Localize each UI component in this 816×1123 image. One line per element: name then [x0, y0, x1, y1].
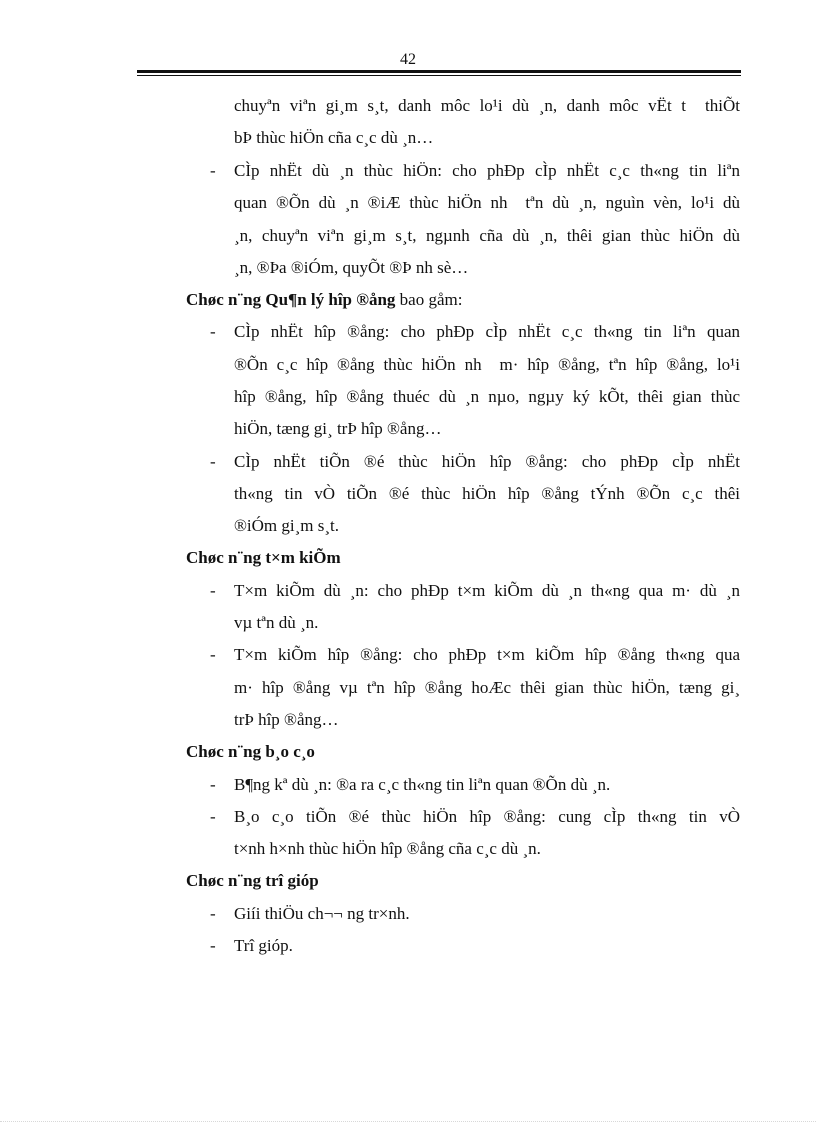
- section-heading-reports: Chøc n¨ng b¸o c¸o: [186, 742, 315, 761]
- body-line: ¸n, ®Þa ®iÓm, quyÕt ®Þ nh sè…: [234, 258, 469, 277]
- body-line: Giíi thiÖu ch¬¬ ng tr×nh.: [234, 904, 410, 923]
- body-line: Trî gióp.: [234, 936, 293, 955]
- section-heading-search: Chøc n¨ng t×m kiÕm: [186, 548, 341, 567]
- heading-bold-part: Chøc n¨ng Qu¶n lý hîp ®ång: [186, 290, 396, 309]
- body-line: t×nh h×nh thùc hiÖn hîp ®ång cña c¸c dù ¸n.: [234, 839, 541, 858]
- body-line: CÌp nhËt hîp ®ång: cho phÐp cÌp nhËt c¸c th«ng tin liªn quan: [234, 322, 740, 341]
- body-line: CÌp nhËt tiÕn ®é thùc hiÖn hîp ®ång: cho phÐp cÌp nhËt: [234, 452, 740, 471]
- bullet-dash: -: [210, 452, 216, 471]
- body-line: T×m kiÕm dù ¸n: cho phÐp t×m kiÕm dù ¸n th«ng qua m· dù ¸n: [234, 581, 740, 600]
- body-line: T×m kiÕm hîp ®ång: cho phÐp t×m kiÕm hîp ®ång th«ng qua: [234, 645, 740, 664]
- bullet-dash: -: [210, 936, 216, 955]
- body-line: vµ tªn dù ¸n.: [234, 613, 319, 632]
- header-rule-thin: [137, 75, 741, 76]
- body-line: B¸o c¸o tiÕn ®é thùc hiÖn hîp ®ång: cung cÌp th«ng tin vÒ: [234, 807, 740, 826]
- page-number: 42: [400, 51, 416, 68]
- body-line: ¸n, chuyªn viªn gi¸m s¸t, ngµnh cña dù ¸n, thêi gian thùc hiÖn dù: [234, 226, 740, 245]
- body-line: hiÖn, tæng gi¸ trÞ hîp ®ång…: [234, 419, 442, 438]
- bullet-dash: -: [210, 807, 216, 826]
- body-line: chuyªn viªn gi¸m s¸t, danh môc lo¹i dù ¸n, danh môc vËt t thiÕt: [234, 96, 740, 115]
- bullet-dash: -: [210, 322, 216, 341]
- body-line: m· hîp ®ång vµ tªn hîp ®ång hoÆc thêi gian thùc hiÖn, tæng gi¸: [234, 678, 740, 697]
- body-line: ®Õn c¸c hîp ®ång thùc hiÖn nh m· hîp ®ång, tªn hîp ®ång, lo¹i: [234, 355, 740, 374]
- header-rule-thick: [137, 70, 741, 73]
- section-heading-contract-management: [186, 289, 462, 311]
- body-line: trÞ hîp ®ång…: [234, 710, 339, 729]
- body-line: B¶ng kª dù ¸n: ®a ra c¸c th«ng tin liªn quan ®Õn dù ¸n.: [234, 775, 611, 794]
- bullet-dash: -: [210, 775, 216, 794]
- section-heading-help: Chøc n¨ng trî gióp: [186, 871, 319, 890]
- body-line: ®iÓm gi¸m s¸t.: [234, 516, 339, 535]
- body-line: hîp ®ång, hîp ®ång thuéc dù ¸n nµo, ngµy ký kÕt, thêi gian thùc: [234, 387, 740, 406]
- body-line: bÞ thùc hiÖn cña c¸c dù ¸n…: [234, 128, 434, 147]
- heading-rest-part: bao gåm:: [395, 290, 463, 309]
- body-line: th«ng tin vÒ tiÕn ®é thùc hiÖn hîp ®ång tÝnh ®Õn c¸c thêi: [234, 484, 740, 503]
- body-line: quan ®Õn dù ¸n ®iÆ thùc hiÖn nh tªn dù ¸n, nguìn vèn, lo¹i dù: [234, 193, 740, 212]
- body-line: CÌp nhËt dù ¸n thùc hiÖn: cho phÐp cÌp nhËt c¸c th«ng tin liªn: [234, 161, 740, 180]
- footer-dotted-rule: [0, 1121, 816, 1122]
- bullet-dash: -: [210, 161, 216, 180]
- bullet-dash: -: [210, 581, 216, 600]
- bullet-dash: -: [210, 645, 216, 664]
- bullet-dash: -: [210, 904, 216, 923]
